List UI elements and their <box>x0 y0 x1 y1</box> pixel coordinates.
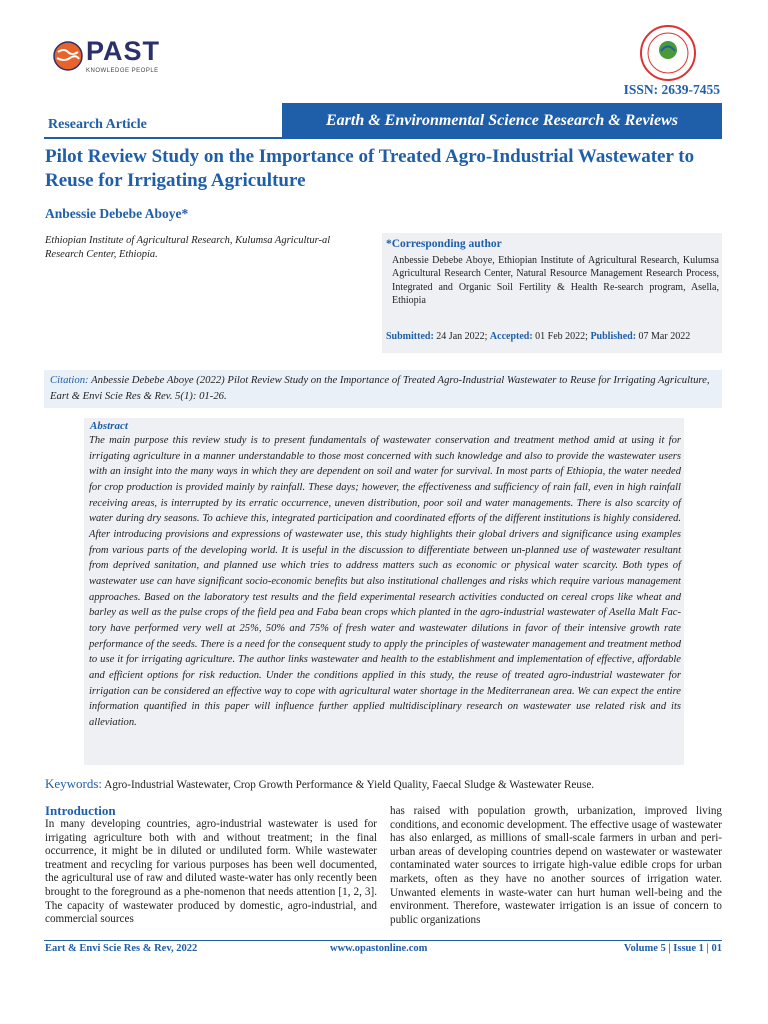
logo-tagline: KNOWLEDGE PEOPLE <box>86 68 159 74</box>
footer-website-link[interactable]: www.opastonline.com <box>330 943 428 954</box>
abstract-text: The main purpose this review study is to present fundamentals of wastewater conservation and treatment method amid at using it for irrigating agriculture in a manner understandable to those most concerned with such knowledge and also to provide the wastewater users with an insight into the many ways in which they are dependent on soil and water for survival. In most parts of Ethiopia, the water needed for crop production is provided mainly by rainfall. These days; however, the effectiveness and sufficiency of rain fall, even in high rainfall receiving areas, is interrupted by its erratic occurrence, uneven distribution, poor soil and water managements. There is also scarcity of water during dry seasons. To achieve this, integrated participation and coordinated efforts of the different institutions is highly considered. After introducing provisions and expressions of wastewater use, this study highlights their global drivers and significance using examples from various parts of the developing world. It is useful in the discussion to differentiate between un-planned use of wastewater resultant from deprived sanitation, and planned use which tries to address matters such as economic or physical water scarcity. Both types of wastewater use can have significant socio-economic benefits but also institutional challenges and risks which require various management approaches. Based on the laboratory test results and the field experimental research activities conducted on cereal crops like wheat and barley as well as the pulse crops of the field pea and Faba bean crops which planted in the agro-industrial wastewater of Asella Malt Fac-tory have performed very well at 25%, 50% and 75% of fresh water and wastewater dilutions in favor of their intensive growth rate performance of the seeds. There is a need for the consequent study to apply the principles of wastewater management and treatment method to use it for irrigating agriculture. The author links wastewater and health to the establishment and implementation of effective, affordable and efficient options for risk reduction. Under the conditions applied in this study, the reuse of treated agro-industrial wastewater for irrigation can be considered an effective way to cope with agricultural water shortage in the Mediterranean area. We can expect the entire information quantified in this paper will influence further applied multidisciplinary research on wastewater use related risk and its alleviation. <box>89 435 681 728</box>
keywords <box>45 776 594 792</box>
journal-seal-icon <box>639 24 697 82</box>
submitted-date: 24 Jan 2022; <box>436 331 488 342</box>
corresponding-author-details: Anbessie Debebe Aboye, Ethiopian Institute of Agricultural Research, Kulumsa Agricultural Research Center, Natural Resource Management Research Process, Integrated and Organic Soil Fertility & Health Re-search program, Asella, Ethiopia <box>392 255 719 307</box>
publication-dates <box>386 331 690 342</box>
footer-journal: Eart & Envi Scie Res & Rev, 2022 <box>45 943 198 954</box>
journal-name-banner: Earth & Environmental Science Research & Reviews <box>282 103 722 139</box>
paper-title: Pilot Review Study on the Importance of Treated Agro-Industrial Wastewater to Reuse for Irrigating Agriculture <box>45 146 695 191</box>
corresponding-author-heading: *Corresponding author <box>386 238 502 250</box>
introduction-heading: Introduction <box>45 803 116 818</box>
accepted-date: 01 Feb 2022; <box>535 331 588 342</box>
keywords-text: Agro-Industrial Wastewater, Crop Growth Performance & Yield Quality, Faecal Sludge & Wastewater Reuse. <box>104 779 595 791</box>
publisher-logo <box>52 38 162 82</box>
logo-word: PAST <box>86 36 161 66</box>
keywords-label: Keywords: <box>45 776 103 791</box>
submitted-label: Submitted: <box>386 331 434 342</box>
footer-volume: Volume 5 | Issue 1 | 01 <box>623 943 722 954</box>
published-date: 07 Mar 2022 <box>638 331 691 342</box>
published-label: Published: <box>590 331 637 342</box>
article-type: Research Article <box>48 117 147 132</box>
introduction-column-1: In many developing countries, agro-industrial wastewater is used for irrigating agriculture both with and without treatment; in the final occurrence, it might be in diluted or undiluted form. While wastewater treatment and recycling for various purposes has been well documented, the agricultural use of raw and diluted waste-water has only recently been brought to the foreground as a phe-nomenon that needs attention [1, 2, 3]. The capacity of wastewater produced by domestic, agro-industrial, and commercial sources <box>45 818 377 926</box>
citation <box>50 373 718 404</box>
issn-number: ISSN: 2639-7455 <box>623 82 720 97</box>
author-affiliation: Ethiopian Institute of Agricultural Research, Kulumsa Agricultur-al Research Center, Ethiopia. <box>45 235 331 260</box>
author-name: Anbessie Debebe Aboye* <box>45 206 189 221</box>
divider <box>44 137 284 139</box>
journal-seal <box>639 24 697 82</box>
introduction-column-2: has raised with population growth, urbanization, improved living conditions, and economic development. The effective usage of wastewater has also enlarged, as millions of small-scale farmers in urban and peri-urban areas of developing countries depend on wastewater or wastewater contaminated water sources to irrigate high-value edible crops for urban markets, often as they have no another sources of irrigation water. Unwanted elements in waste-water can hurt human well-being and the environment. Therefore, wastewater irrigation is an issue of concern to public organizations <box>390 805 722 926</box>
abstract-heading: Abstract <box>90 420 128 432</box>
citation-text: Anbessie Debebe Aboye (2022) Pilot Review Study on the Importance of Treated Agro-Industrial Wastewater to Reuse for Irrigating Agriculture, Eart & Envi Scie Res & Rev. 5(1): 01-26. <box>50 374 710 402</box>
citation-label: Citation: <box>50 374 89 386</box>
accepted-label: Accepted: <box>489 331 533 342</box>
footer-divider <box>44 940 722 941</box>
globe-icon <box>52 40 84 72</box>
